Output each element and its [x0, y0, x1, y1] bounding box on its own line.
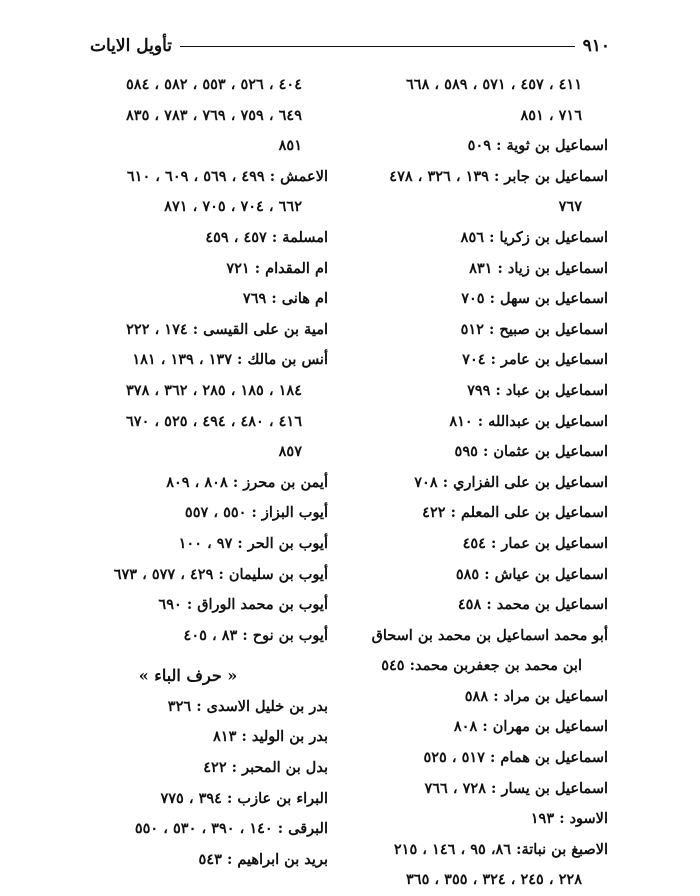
index-line: أيمن بن محرز : ٨٠٨ ، ٨٠٩ [166, 473, 328, 491]
index-line: ٤١٦ ، ٤٨٠ ، ٤٩٤ ، ٥٢٥ ، ٦٧٠ [126, 412, 302, 430]
index-line: اسماعيل بن مراد : ٥٨٨ [464, 687, 608, 705]
index-line: اسماعيل بن ثوية : ٥٠٩ [467, 137, 608, 155]
spacer [88, 651, 328, 661]
header-rule [180, 46, 575, 47]
index-line: ٦٦٢ ، ٧٠٤ ، ٧٠٥ ، ٨٧١ [164, 198, 302, 216]
section-heading: « حرف الباء » [138, 666, 238, 686]
index-line: ٧١٦ ، ٨٥١ [520, 106, 582, 124]
index-line: ٧٦٧ [558, 198, 582, 216]
index-line: الاصبغ بن نباتة: ٨٦، ٩٥ ، ١٤٦ ، ٢١٥ [393, 840, 608, 858]
index-line: اسماعيل بن على الفزاري : ٧٠٨ [414, 473, 608, 491]
index-line: بدر بن الوليد : ٨١٣ [213, 728, 328, 746]
page-number: ٩١٠ [582, 36, 610, 56]
index-line: ٨٥١ [278, 137, 302, 155]
index-line: ٦٤٩ ، ٧٥٩ ، ٧٦٩ ، ٧٨٣ ، ٨٣٥ [126, 106, 302, 124]
page-title: تأويل الايات [90, 36, 172, 56]
index-line: امية بن على القيسى : ١٧٤ ، ٢٢٢ [126, 320, 328, 338]
left-column [88, 70, 328, 875]
index-line: اسماعيل بن على المعلم : ٤٢٢ [422, 504, 608, 522]
index-line: أيوب البزاز : ٥٥٠ ، ٥٥٧ [184, 504, 328, 522]
index-line: اسماعيل بن محمد : ٤٥٨ [457, 596, 608, 614]
index-line: اسماعيل بن يسار : ٧٢٨ ، ٧٦٦ [424, 779, 608, 797]
index-line: اسماعيل بن عياش : ٥٨٥ [455, 565, 608, 583]
index-line: ١٨٤ ، ١٨٥ ، ٢٨٥ ، ٣٦٢ ، ٣٧٨ [126, 381, 302, 399]
index-line: ابن محمد بن جعفربن محمد: ٥٤٥ [381, 657, 582, 675]
index-line: أيوب بن محمد الوراق : ٦٩٠ [158, 596, 328, 614]
index-line: اسماعيل بن عباد : ٧٩٩ [467, 381, 608, 399]
index-line: أنس بن مالك : ١٣٧ ، ١٣٩ ، ١٨١ [132, 351, 328, 369]
index-line: أيوب بن نوح : ٨٣ ، ٤٠٥ [183, 626, 328, 644]
index-line: البراء بن عازب : ٣٩٤ ، ٧٧٥ [160, 789, 328, 807]
index-line: ام المقدام : ٧٢١ [226, 259, 328, 277]
index-line: اسماعيل بن عامر : ٧٠٤ [462, 351, 608, 369]
index-line: ٨٥٧ [278, 443, 302, 461]
index-line: اسماعيل بن زياد : ٨٣١ [469, 259, 608, 277]
page-header [90, 32, 610, 60]
index-line: أيوب بن سليمان : ٤٢٩ ، ٥٧٧ ، ٦٧٣ [113, 565, 328, 583]
index-line: اسماعيل بن سهل : ٧٠٥ [461, 290, 608, 308]
index-line: أيوب بن الحر : ٩٧ ، ١٠٠ [178, 534, 328, 552]
index-line: البرقى : ١٤٠ ، ٣٩٠ ، ٥٣٠ ، ٥٥٠ [134, 820, 328, 838]
index-line: الاسود : ١٩٣ [530, 810, 608, 828]
index-line: ٤٠٤ ، ٥٢٦ ، ٥٥٣ ، ٥٨٢ ، ٥٨٤ [126, 76, 302, 93]
index-line: اسماعيل بن عبدالله : ٨١٠ [449, 412, 608, 430]
index-line: بدل بن المحبر : ٤٢٢ [203, 759, 328, 777]
index-line: اسماعيل بن همام : ٥١٧ ، ٥٢٥ [423, 749, 608, 767]
index-line: ٢٢٨ ، ٢٤٥ ، ٣٢٤ ، ٣٥٥ ، ٣٦٥ [406, 871, 582, 889]
index-line: بدر بن خليل الاسدى : ٣٢٦ [167, 697, 328, 715]
index-line: ام هانى : ٧٦٩ [242, 290, 328, 308]
index-line: امسلمة : ٤٥٧ ، ٤٥٩ [205, 228, 328, 246]
index-line: اسماعيل بن جابر : ١٣٩ ، ٣٢٦ ، ٤٧٨ [389, 167, 608, 185]
index-line: اسماعيل بن عمار : ٤٥٤ [462, 534, 608, 552]
index-line: أبو محمد اسماعيل بن محمد بن اسحاق [371, 626, 608, 644]
right-column [368, 70, 608, 896]
index-line: ٤١١ ، ٤٥٧ ، ٥٧١ ، ٥٨٩ ، ٦٦٨ [406, 76, 582, 93]
index-line: اسماعيل بن زكريا : ٨٥٦ [460, 228, 608, 246]
index-line: اسماعيل بن عثمان : ٥٩٥ [454, 443, 608, 461]
index-line: بريد بن ابراهيم : ٥٤٣ [198, 850, 328, 868]
index-line: اسماعيل بن صبيح : ٥١٢ [460, 320, 608, 338]
index-line: اسماعيل بن مهران : ٨٠٨ [453, 718, 608, 736]
index-line: الاعمش : ٤٩٩ ، ٥٦٩ ، ٦٠٩ ، ٦١٠ [126, 167, 328, 185]
